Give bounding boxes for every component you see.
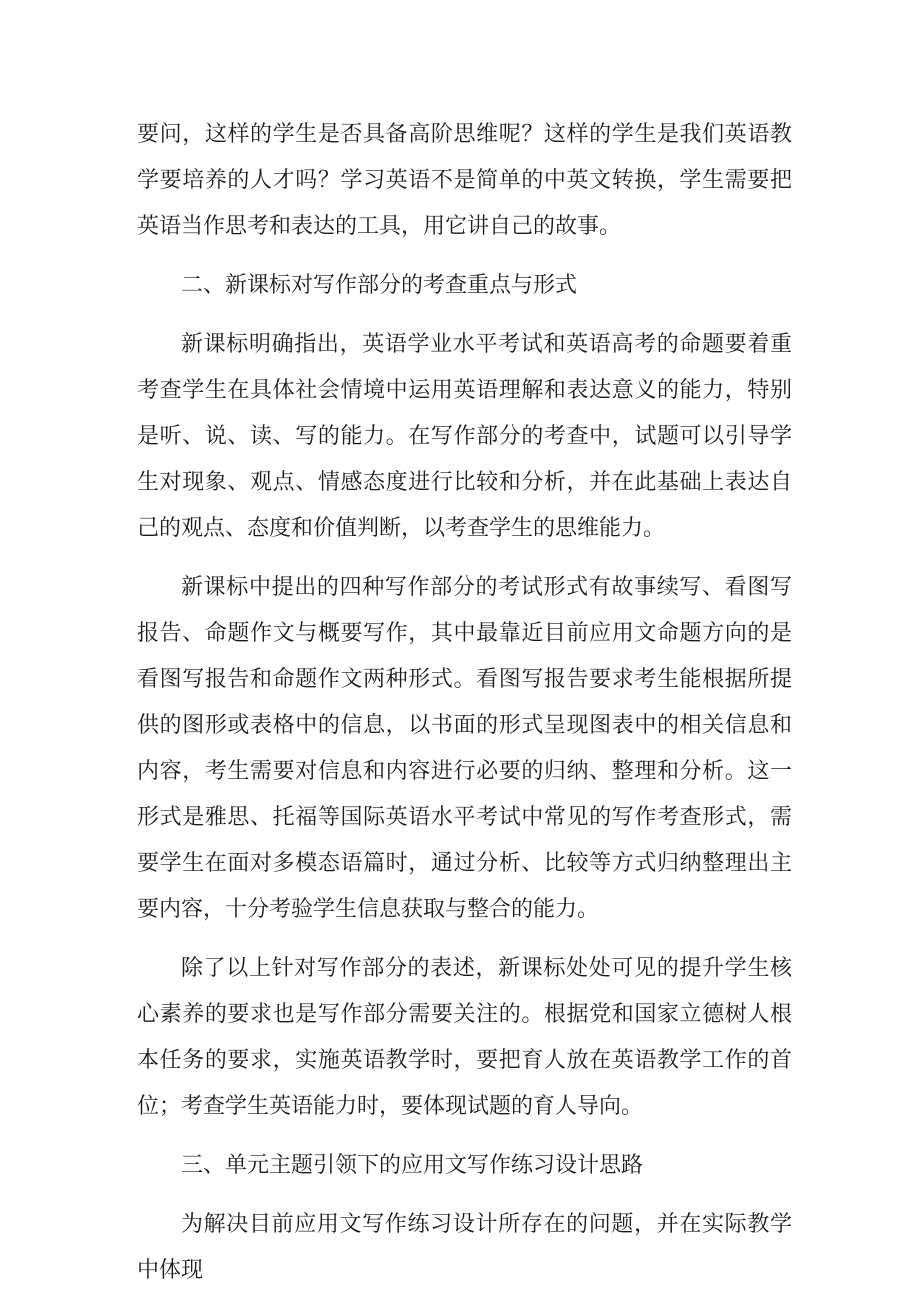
paragraph-curriculum-requirements: 新课标明确指出，英语学业水平考试和英语高考的命题要着重考查学生在具体社会情境中运用英语理解和表达意义的能力，特别是听、说、读、写的能力。在写作部分的考查中，试题可以引导学生对现象、观点、情感态度进行比较和分析，并在此基础上表达自己的观点、态度和价值判断，以考查学生的思维能力。: [137, 332, 792, 541]
section-heading-2: 二、新课标对写作部分的考查重点与形式: [181, 273, 578, 298]
paragraph-continuation: 要问，这样的学生是否具备高阶思维呢？这样的学生是我们英语教学要培养的人才吗？学习英语不是简单的中英文转换，学生需要把英语当作思考和表达的工具，用它讲自己的故事。: [137, 122, 792, 239]
paragraph-core-literacy: 除了以上针对写作部分的表述，新课标处处可见的提升学生核心素养的要求也是写作部分需要关注的。根据党和国家立德树人根本任务的要求，实施英语教学时，要把育人放在英语教学工作的首位；考查学生英语能力时，要体现试题的育人导向。: [137, 956, 792, 1119]
paragraph-design-intro: 为解决目前应用文写作练习设计所存在的问题，并在实际教学中体现: [137, 1212, 792, 1283]
paragraph-exam-forms: 新课标中提出的四种写作部分的考试形式有故事续写、看图写报告、命题作文与概要写作，其中最靠近目前应用文命题方向的是看图写报告和命题作文两种形式。看图写报告要求考生能根据所提供的图形或表格中的信息，以书面的形式呈现图表中的相关信息和内容，考生需要对信息和内容进行必要的归纳、整理和分析。这一形式是雅思、托福等国际英语水平考试中常见的写作考查形式，需要学生在面对多模态语篇时，通过分析、比较等方式归纳整理出主要内容，十分考验学生信息获取与整合的能力。: [137, 575, 792, 922]
document-body: [137, 112, 792, 1307]
section-heading-3: 三、单元主题引领下的应用文写作练习设计思路: [181, 1153, 644, 1178]
